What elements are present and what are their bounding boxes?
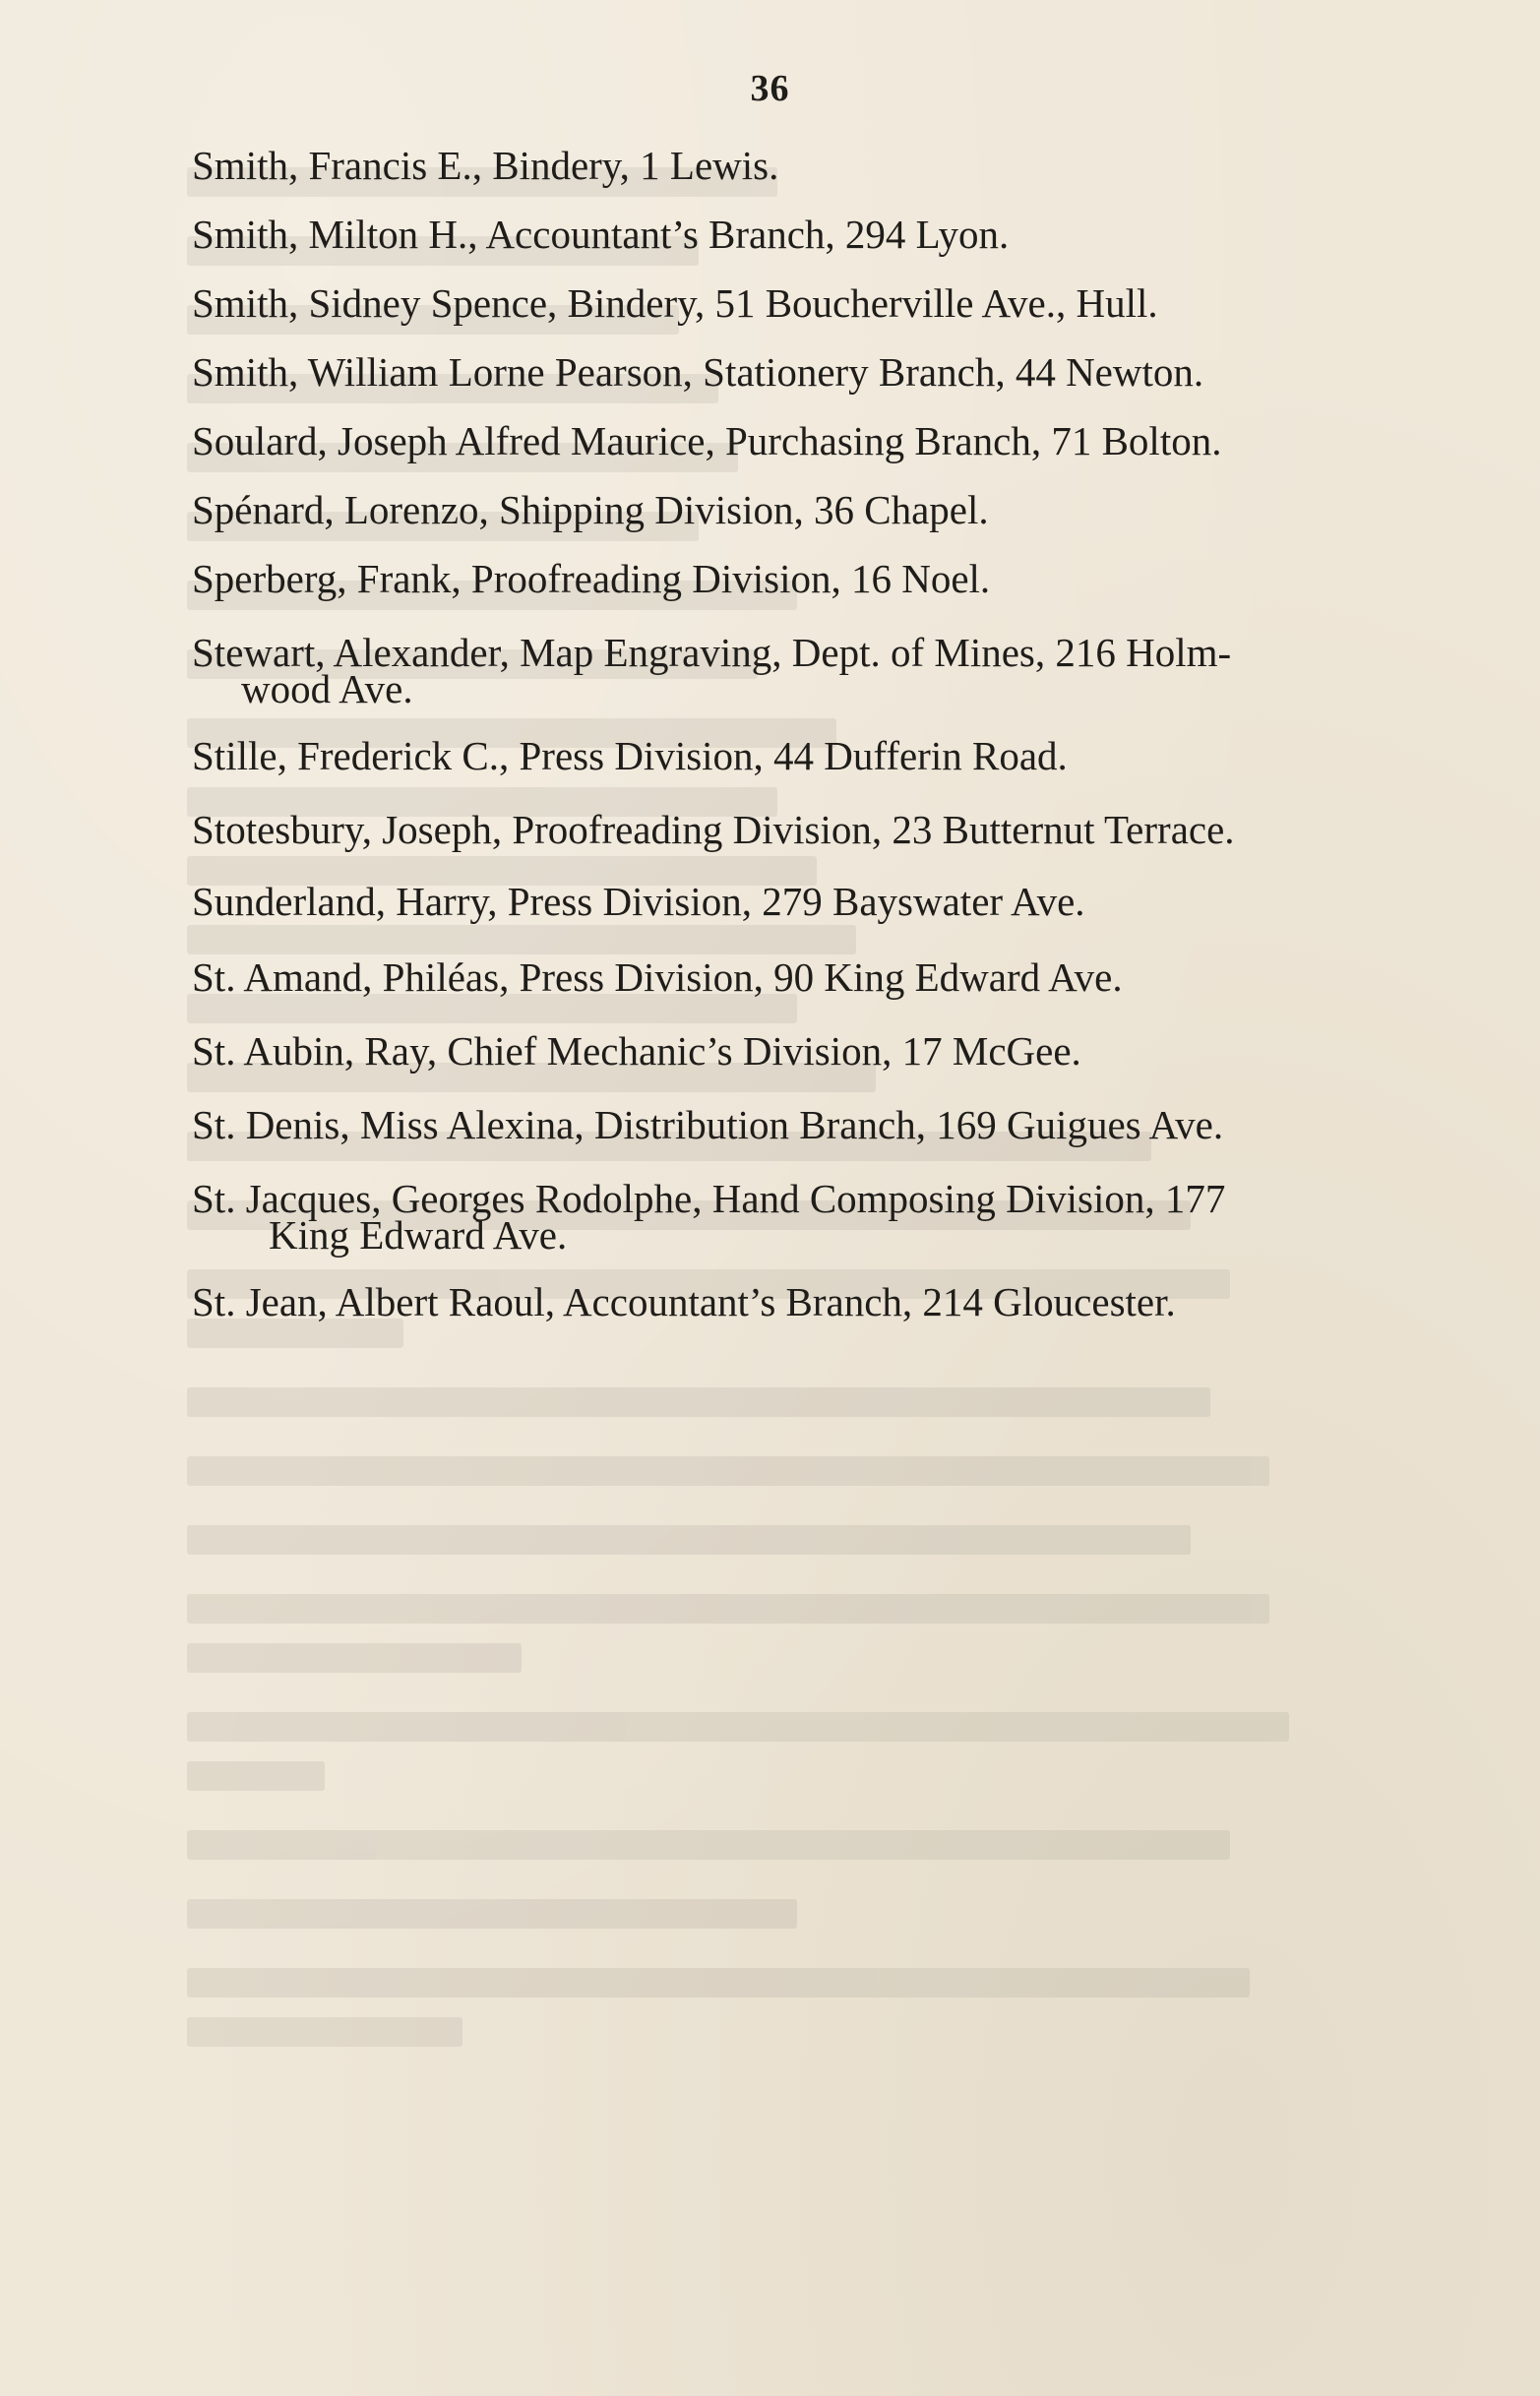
entry-text: Stotesbury, Joseph, Proofreading Division, 23 Butternut Terrace. [192, 807, 1235, 852]
entry-text: Stewart, Alexander, Map Engraving, Dept. of Mines, 216 Holm- [192, 630, 1232, 675]
entry-text: Sunderland, Harry, Press Division, 279 Bayswater Ave. [192, 879, 1085, 924]
entry-text: Spénard, Lorenzo, Shipping Division, 36 Chapel. [192, 487, 989, 532]
list-item [192, 280, 1158, 326]
entry-continuation: King Edward Ave. [269, 1212, 568, 1258]
list-item [192, 418, 1222, 463]
entry-text: St. Aubin, Ray, Chief Mechanic’s Division, 17 McGee. [192, 1028, 1081, 1074]
list-item [192, 143, 779, 188]
list-item [192, 733, 1068, 778]
entry-text: St. Denis, Miss Alexina, Distribution Branch, 169 Guigues Ave. [192, 1102, 1224, 1147]
list-item [192, 349, 1204, 395]
entry-text: Sperberg, Frank, Proofreading Division, 16 Noel. [192, 556, 991, 601]
entry-text: Soulard, Joseph Alfred Maurice, Purchasing Branch, 71 Bolton. [192, 418, 1222, 463]
list-item [192, 487, 989, 532]
list-item [192, 1176, 1226, 1258]
list-item [192, 879, 1085, 924]
list-item [192, 212, 1010, 257]
entry-text: St. Jean, Albert Raoul, Accountant’s Branch, 214 Gloucester. [192, 1279, 1176, 1324]
page-number: 36 [750, 68, 790, 109]
list-item [192, 1279, 1176, 1324]
entry-text: Stille, Frederick C., Press Division, 44 Dufferin Road. [192, 733, 1068, 778]
list-item [192, 954, 1123, 1000]
list-item [192, 807, 1235, 852]
list-item [192, 630, 1232, 711]
list-item [192, 556, 991, 601]
entry-text: Smith, Sidney Spence, Bindery, 51 Boucherville Ave., Hull. [192, 280, 1158, 326]
entry-continuation: wood Ave. [241, 666, 413, 711]
entry-text: Smith, William Lorne Pearson, Stationery Branch, 44 Newton. [192, 349, 1204, 395]
entry-text: St. Amand, Philéas, Press Division, 90 King Edward Ave. [192, 954, 1123, 1000]
list-item [192, 1102, 1224, 1147]
entry-text: Smith, Milton H., Accountant’s Branch, 294 Lyon. [192, 212, 1010, 257]
entry-text: Smith, Francis E., Bindery, 1 Lewis. [192, 143, 779, 188]
list-item [192, 1028, 1081, 1074]
entry-text: St. Jacques, Georges Rodolphe, Hand Composing Division, 177 [192, 1176, 1226, 1221]
